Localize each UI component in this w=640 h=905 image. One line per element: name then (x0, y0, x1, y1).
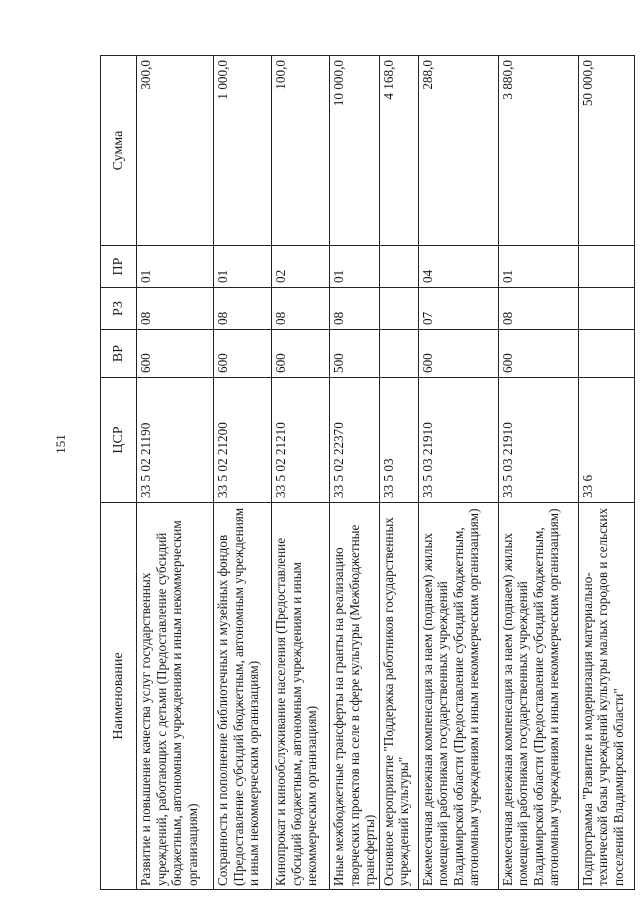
cell-sum: 300,0 (137, 56, 214, 246)
cell-rz (578, 288, 634, 330)
cell-pr: 01 (214, 246, 272, 288)
table-row (137, 56, 214, 890)
cell-vr: 600 (214, 330, 272, 378)
cell-pr: 01 (330, 246, 380, 288)
table-row (379, 56, 418, 890)
table-row (214, 56, 272, 890)
cell-csr: 33 5 02 21200 (214, 378, 272, 503)
cell-rz: 07 (418, 288, 498, 330)
header-pr: ПР (101, 246, 137, 288)
cell-csr: 33 5 02 21210 (272, 378, 330, 503)
header-sum: Сумма (101, 56, 137, 246)
cell-sum: 10 000,0 (330, 56, 380, 246)
table-row (498, 56, 578, 890)
budget-table (100, 55, 635, 890)
cell-csr: 33 5 02 22370 (330, 378, 380, 503)
cell-csr: 33 5 03 (379, 378, 418, 503)
rotated-table-wrapper (100, 55, 626, 890)
cell-pr (379, 246, 418, 288)
cell-csr: 33 6 (578, 378, 634, 503)
cell-sum: 1 000,0 (214, 56, 272, 246)
cell-csr: 33 5 03 21910 (418, 378, 498, 503)
header-vr: ВР (101, 330, 137, 378)
header-row (101, 56, 137, 890)
cell-pr: 04 (418, 246, 498, 288)
cell-name: Ежемесячная денежная компенсация за наем (поднаем) жилых помещений работникам государственных учреждений Владимирской области (Предоставление субсидий бюджетным, автономным учреждениям и иным некоммерческим организациям) (498, 503, 578, 890)
cell-name: Иные межбюджетные трансферты на гранты на реализацию творческих проектов на селе в сфере культуры (Межбюджетные трансферты) (330, 503, 380, 890)
cell-pr (578, 246, 634, 288)
cell-pr: 01 (137, 246, 214, 288)
header-csr: ЦСР (101, 378, 137, 503)
table-row (272, 56, 330, 890)
header-rz: РЗ (101, 288, 137, 330)
cell-pr: 01 (498, 246, 578, 288)
cell-rz (379, 288, 418, 330)
table-row (578, 56, 634, 890)
cell-name: Основное мероприятие "Поддержка работников государственных учреждений культуры" (379, 503, 418, 890)
cell-sum: 3 880,0 (498, 56, 578, 246)
rotated-table (100, 55, 626, 890)
cell-vr: 500 (330, 330, 380, 378)
cell-name: Развитие и повышение качества услуг государственных учреждений, работающих с детьми (Предоставление субсидий бюджетным, автономным учреждениям и иным некоммерческим организациям) (137, 503, 214, 890)
cell-rz: 08 (498, 288, 578, 330)
cell-vr: 600 (272, 330, 330, 378)
cell-pr: 02 (272, 246, 330, 288)
cell-vr (578, 330, 634, 378)
cell-sum: 50 000,0 (578, 56, 634, 246)
cell-rz: 08 (137, 288, 214, 330)
cell-sum: 100,0 (272, 56, 330, 246)
cell-name: Кинопрокат и кинообслуживание населения (Предоставление субсидий бюджетным, автономным учреждениям и иным некоммерческим организациям) (272, 503, 330, 890)
cell-name: Сохранность и пополнение библиотечных и музейных фондов (Предоставление субсидий бюджетным, автономным учреждениям и иным некоммерческим организациям) (214, 503, 272, 890)
cell-rz: 08 (330, 288, 380, 330)
cell-vr: 600 (418, 330, 498, 378)
cell-sum: 4 168,0 (379, 56, 418, 246)
header-name: Наименование (101, 503, 137, 890)
cell-vr: 600 (498, 330, 578, 378)
table-row (330, 56, 380, 890)
table-row (418, 56, 498, 890)
cell-rz: 08 (272, 288, 330, 330)
cell-name: Ежемесячная денежная компенсация за наем (поднаем) жилых помещений работникам государственных учреждений Владимирской области (Предоставление субсидий бюджетным, автономным учреждениям и иным некоммерческим организациям) (418, 503, 498, 890)
cell-csr: 33 5 03 21910 (498, 378, 578, 503)
cell-csr: 33 5 02 21190 (137, 378, 214, 503)
cell-sum: 288,0 (418, 56, 498, 246)
cell-name: Подпрограмма "Развитие и модернизация материально-технической базы учреждений культуры малых городов и сельских поселений Владимирской области" (578, 503, 634, 890)
page-number: 151 (53, 434, 68, 454)
cell-vr (379, 330, 418, 378)
cell-vr: 600 (137, 330, 214, 378)
cell-rz: 08 (214, 288, 272, 330)
